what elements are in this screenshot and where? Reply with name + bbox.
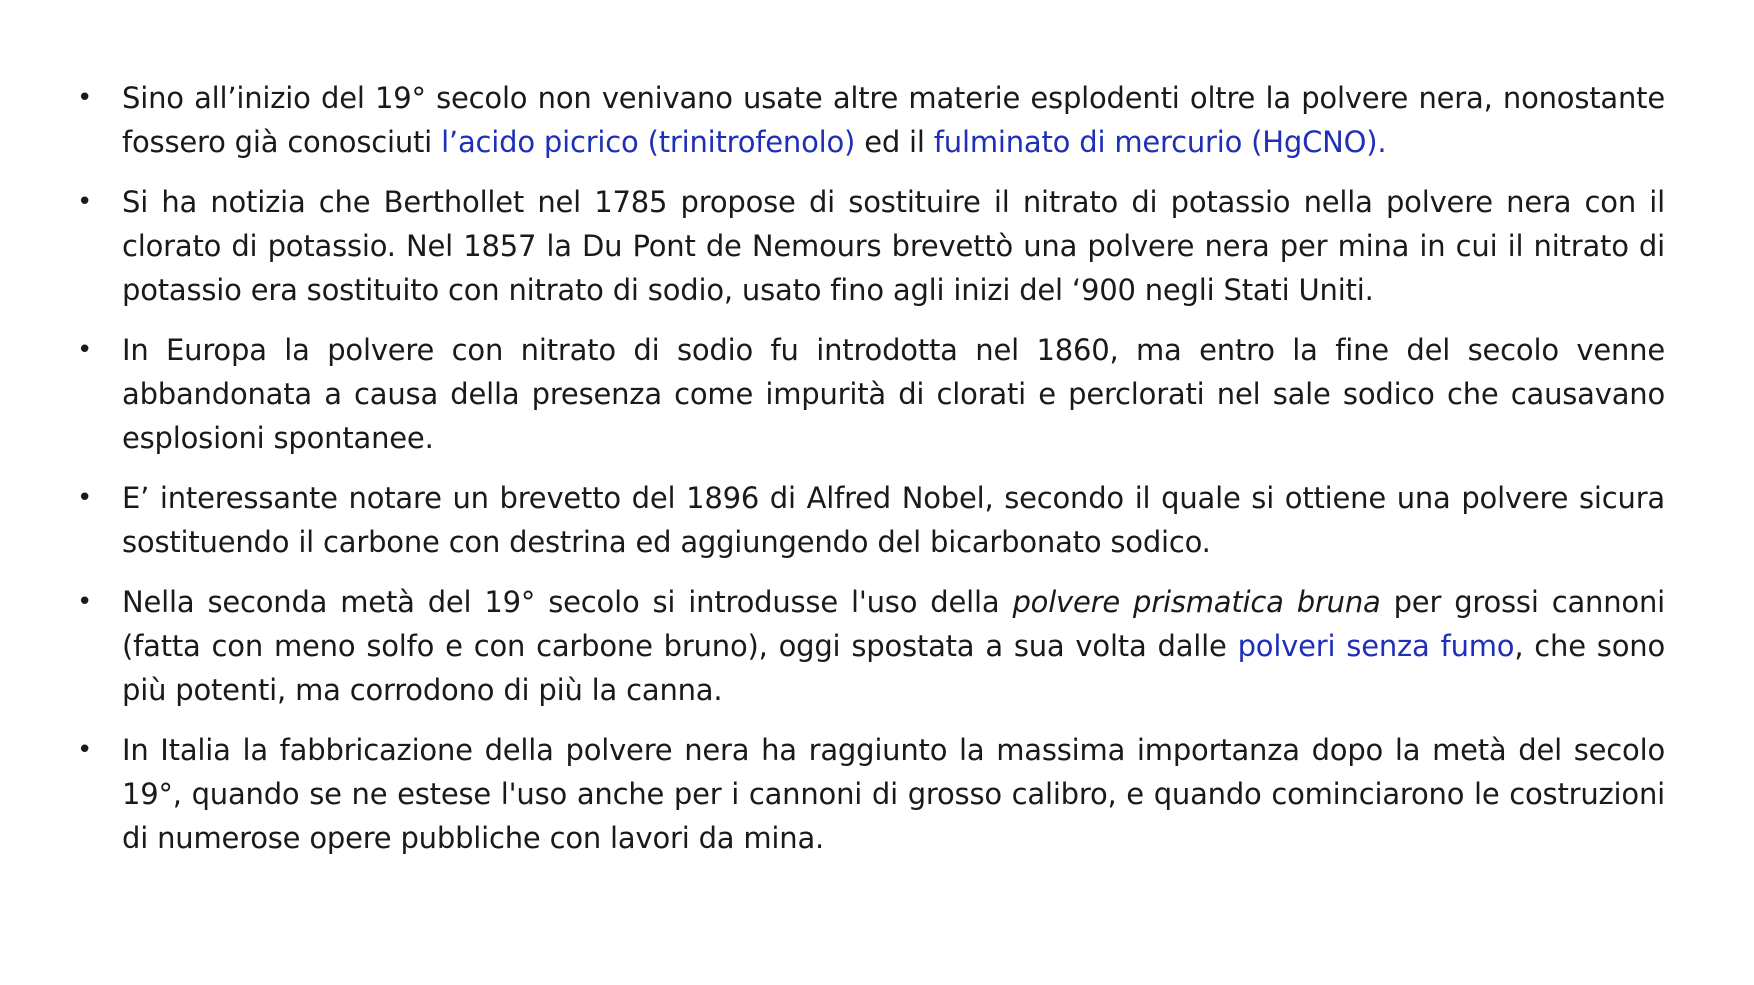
bullet-dot: • [77, 587, 93, 617]
link-polveri-senza-fumo[interactable]: polveri senza fumo [1237, 629, 1515, 663]
bullet-dot: • [77, 735, 93, 765]
bullet-item-1 [75, 76, 1665, 164]
bullet-dot: • [77, 483, 93, 513]
bullet-text-segment: per grossi cannoni (fatta con meno solfo e con carbone bruno), oggi spostata a sua volta dalle [122, 585, 1665, 663]
bullet-item-2 [75, 180, 1665, 312]
bullet-item-6 [75, 728, 1665, 860]
bullet-item-4 [75, 476, 1665, 564]
bullet-text-segment: , che sono più potenti, ma corrodono di più la canna. [122, 629, 1665, 707]
bullet-text-segment: ed il [855, 125, 934, 159]
bullet-text-segment: Sino all’inizio del 19° secolo non venivano usate altre materie esplodenti oltre la polvere nera, nonostante fossero già conosciuti [122, 81, 1665, 159]
link-fulminato-di-mercurio[interactable]: fulminato di mercurio (HgCNO). [933, 125, 1387, 159]
bullet-dot: • [77, 335, 93, 365]
bullet-text-segment: Si ha notizia che Berthollet nel 1785 propose di sostituire il nitrato di potassio nella polvere nera con il clorato di potassio. Nel 1857 la Du Pont de Nemours brevettò una polvere nera per mina in cui il nitrato di potassio era sostituito con nitrato di sodio, usato fino agli inizi del ‘900 negli Stati Uniti. [122, 185, 1665, 307]
italic-term: polvere prismatica bruna [1012, 585, 1381, 619]
bullet-text-segment: In Italia la fabbricazione della polvere nera ha raggiunto la massima importanza dopo la metà del secolo 19°, quando se ne estese l'uso anche per i cannoni di grosso calibro, e quando cominciarono le costruzioni di numerose opere pubbliche con lavori da mina. [122, 733, 1665, 855]
link-acido-picrico[interactable]: l’acido picrico (trinitrofenolo) [441, 125, 856, 159]
bullet-text-segment: Nella seconda metà del 19° secolo si introdusse l'uso della [122, 585, 1013, 619]
bullet-text-segment: E’ interessante notare un brevetto del 1896 di Alfred Nobel, secondo il quale si ottiene una polvere sicura sostituendo il carbone con destrina ed aggiungendo del bicarbonato sodico. [122, 481, 1665, 559]
bullet-dot: • [77, 83, 93, 113]
bullet-item-5 [75, 580, 1665, 712]
bullet-dot: • [77, 187, 93, 217]
bullet-item-3 [75, 328, 1665, 460]
bullet-list [75, 76, 1665, 876]
bullet-text-segment: In Europa la polvere con nitrato di sodio fu introdotta nel 1860, ma entro la fine del secolo venne abbandonata a causa della presenza come impurità di clorati e perclorati nel sale sodico che causavano esplosioni spontanee. [122, 333, 1665, 455]
